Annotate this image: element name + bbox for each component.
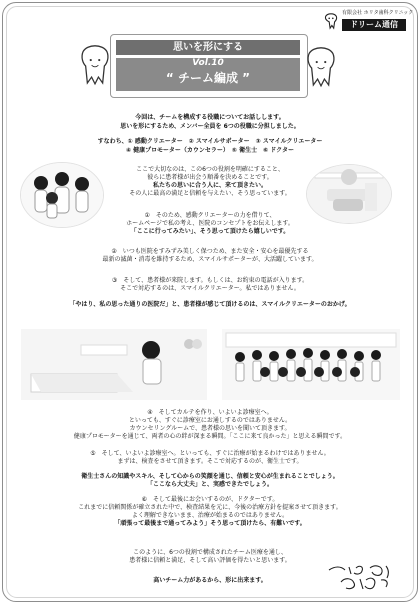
brand-header xyxy=(320,10,414,34)
closing-line-1: このように、6つの役割で構成されたチーム医療を通し、 xyxy=(133,549,287,556)
point-2-line-1: ② いつも医院をすみずみ美しく保つため、また安全・安心を最優先する xyxy=(111,248,309,255)
point-5-line-2: まずは、検査をさせて頂きます。そこで対応するのが、衛生士です。 xyxy=(117,458,303,465)
point-5-line-1: ⑤ そして、いよいよ診療室へ。といっても、すぐに治療が始まるわけではありません。 xyxy=(90,450,330,457)
reception-photo xyxy=(21,329,207,400)
intro-line-1: 今回は、チームを構成する役職についてお話しします。 xyxy=(135,114,285,121)
point-6-line-4: 「頑張って最後まで通ってみよう」そう思って頂けたら、有難いです。 xyxy=(114,520,306,527)
tooth-mascot-icon xyxy=(78,44,112,88)
intro-line-2: 思いを形にするため、メンバー全員を 6つの役職に分担しました。 xyxy=(120,123,300,130)
care-line-1: ここで大切なのは、この6つの役割を明確にすること、 xyxy=(136,166,284,173)
brand-newsletter-name: ドリーム通信 xyxy=(342,19,406,31)
point-4-line-4: 健康プロモーターを通じて、両者の心の絆が深まる瞬間。「ここに来て良かった」と思える瞬間です。 xyxy=(73,433,347,440)
point-4-line-1: ④ そしてカルテを作り、いよいよ診療室へ。 xyxy=(147,409,273,416)
point-3-line-2: そこで対応するのは、スマイルクリエーター。私ではありません。 xyxy=(120,285,300,292)
handwritten-signature xyxy=(326,562,396,592)
point-1-line-1: ① そのため、感動クリエーターの力を借りて、 xyxy=(144,212,276,219)
quote-line: 「やはり、私の思った通りの医院だ」と、患者様が感じて頂けるのは、スマイルクリエーターのおかげ。 xyxy=(69,301,351,308)
point-4-line-3: カウンセリングルームで、患者様の思いを聞いて頂きます。 xyxy=(129,425,291,432)
tooth-mascot-icon xyxy=(304,46,338,90)
point-2-line-2: 最新の滅菌・消毒を維持するため、スマイルサポーターが、大活躍しています。 xyxy=(102,256,318,263)
point-5-line-3: 衛生士さんの知識やスキル、そして心からの笑顔を通じ、信頼と安心が生まれることでしょう。 xyxy=(81,473,339,480)
tooth-icon xyxy=(322,12,340,30)
point-4-line-2: といっても、すぐに診療室にお通しするのではありません。 xyxy=(128,417,292,424)
point-5-line-4: 「ここなら大丈夫」と、実感できたでしょう。 xyxy=(146,481,273,488)
team-photo xyxy=(222,329,400,400)
point-6-line-2: これまでに信頼関係が確立された中で、検査結果を元に、今後の治療方針を提案させて頂きます。 xyxy=(78,504,342,511)
point-6-line-1: ⑥ そして最後にお会いするのが、ドクターです。 xyxy=(141,496,279,503)
page-subtitle: “ チーム編成 ” xyxy=(165,71,251,85)
point-6-line-3: よく理解できないまま、治療が始まるのではありません。 xyxy=(131,512,289,519)
care-line-3: 私たちの思いに合う人に、来て頂きたい。 xyxy=(152,182,267,189)
closing-line-3: 高いチーム力があるから、形に出来ます。 xyxy=(153,577,267,584)
point-3-line-1: ③ そして、患者様が来院します。もしくは、お約束の電話が入ります。 xyxy=(111,277,309,284)
point-1-line-2: ホームページで私の考え、医院のコンセプトをお伝えします。 xyxy=(126,220,294,227)
volume-label: Vol.10 xyxy=(192,58,224,68)
roles-line-1: すなわち、① 感動クリエーター ② スマイルサポーター ③ スマイルクリエーター xyxy=(97,138,323,145)
closing-line-2: 患者様に信頼と満足、そして高い評価を得たいと思います。 xyxy=(129,557,291,564)
care-line-2: 彼らに患者様が出会う順番を決めることです。 xyxy=(147,174,273,181)
point-1-line-3: 「ここに行ってみたい」、そう思って頂けたら嬉しいです。 xyxy=(130,228,290,235)
brand-clinic-name: 有限会社 ホリタ歯科クリニック xyxy=(342,10,414,16)
care-line-4: その人に最高の満足と信頼を与えたい、そう思っています。 xyxy=(129,190,291,197)
page-title: 思いを形にする xyxy=(116,40,300,55)
roles-line-2: ④ 健康プロモーター（カウンセラー） ⑤ 衛生士 ⑥ ドクター xyxy=(125,147,295,154)
